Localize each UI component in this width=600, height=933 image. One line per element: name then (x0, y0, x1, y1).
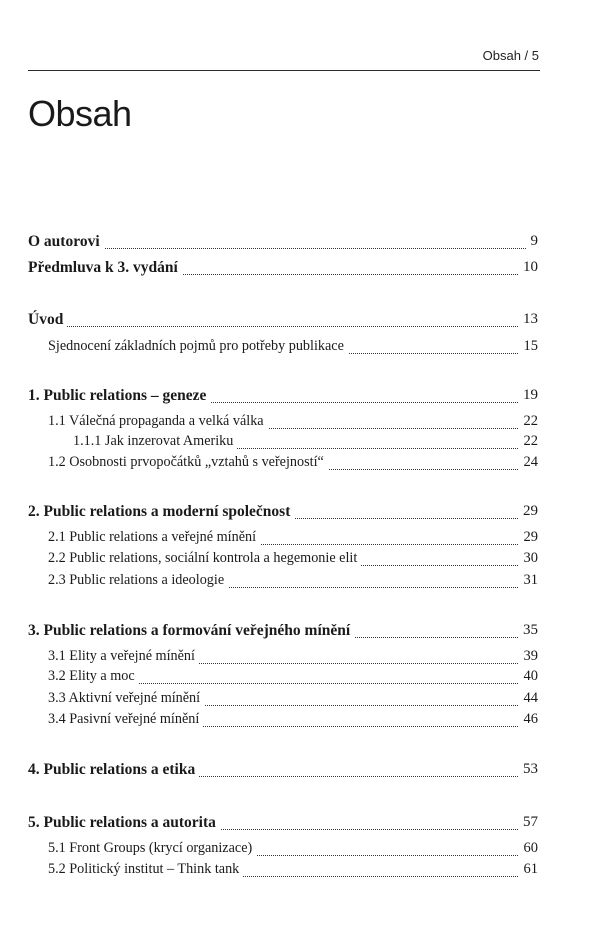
toc-page-number: 31 (519, 572, 539, 589)
toc-chapter-entry (0, 622, 600, 644)
toc-entry-label: 5.2 Politický institut – Think tank (48, 861, 243, 878)
toc-entry-label: 5.1 Front Groups (krycí organizace) (48, 840, 256, 857)
toc-entry-label: Předmluva k 3. vydání (28, 259, 182, 277)
toc-entry-label: 1.1 Válečná propaganda a velká válka (48, 413, 268, 430)
toc-page-number: 22 (519, 413, 539, 430)
toc-entry-label: 2. Public relations a moderní společnost (28, 503, 294, 521)
toc-chapter-entry (0, 761, 600, 783)
toc-section-entry (0, 529, 600, 551)
toc-section-entry (0, 550, 600, 572)
running-head-text: Obsah / 5 (482, 48, 539, 63)
toc-entry-label: 1.2 Osobnosti prvopočátků „vztahů s veřejností“ (48, 454, 328, 471)
toc-entry-label: 2.2 Public relations, sociální kontrola a hegemonie elit (48, 550, 361, 567)
toc-chapter-entry (0, 233, 600, 255)
toc-page-number: 44 (519, 690, 539, 707)
toc-entry-label: O autorovi (28, 233, 104, 251)
toc-page-number: 9 (526, 233, 539, 250)
toc-page-number: 39 (519, 648, 539, 665)
dot-leader (34, 248, 538, 249)
toc-entry-label: 1. Public relations – geneze (28, 387, 210, 405)
toc-section-entry (0, 413, 600, 435)
toc-entry-label: 4. Public relations a etika (28, 761, 199, 779)
toc-entry-label: 3.1 Elity a veřejné mínění (48, 648, 199, 665)
toc-section-entry (0, 668, 600, 690)
toc-page-number: 15 (519, 338, 539, 355)
toc-page-number: 22 (519, 433, 539, 450)
toc-section-entry (0, 338, 600, 360)
toc-page-number: 60 (519, 840, 539, 857)
toc-page-number: 57 (518, 814, 538, 831)
toc-entry-label: 1.1.1 Jak inzerovat Ameriku (73, 433, 237, 450)
toc-entry-label: 3. Public relations a formování veřejného mínění (28, 622, 354, 640)
toc-entry-label: Sjednocení základních pojmů pro potřeby publikace (48, 338, 348, 355)
page-title: Obsah (28, 93, 132, 134)
toc-entry-label: 2.1 Public relations a veřejné mínění (48, 529, 260, 546)
toc-section-entry (0, 690, 600, 712)
toc-section-entry (0, 454, 600, 476)
toc-page-number: 29 (518, 503, 538, 520)
toc-section-entry (0, 840, 600, 862)
toc-chapter-entry (0, 387, 600, 409)
toc-chapter-entry (0, 503, 600, 525)
toc-chapter-entry (0, 311, 600, 333)
toc-entry-label: 3.3 Aktivní veřejné mínění (48, 690, 204, 707)
toc-section-entry (0, 572, 600, 594)
toc-chapter-entry (0, 259, 600, 281)
toc-page-number: 46 (519, 711, 539, 728)
toc-page-number: 13 (518, 311, 538, 328)
toc-entry-label: 2.3 Public relations a ideologie (48, 572, 228, 589)
toc-section-entry (0, 433, 600, 455)
toc-entry-label: Úvod (28, 311, 67, 329)
toc-page-number: 19 (518, 387, 538, 404)
toc-page-number: 35 (518, 622, 538, 639)
toc-page-number: 10 (518, 259, 538, 276)
toc-page-number: 29 (519, 529, 539, 546)
toc-entry-label: 5. Public relations a autorita (28, 814, 220, 832)
running-header (28, 48, 540, 71)
dot-leader (34, 326, 538, 327)
toc-entry-label: 3.2 Elity a moc (48, 668, 139, 685)
toc-chapter-entry (0, 814, 600, 836)
toc-page-number: 53 (518, 761, 538, 778)
toc-page-number: 30 (519, 550, 539, 567)
toc-page-number: 24 (519, 454, 539, 471)
toc-section-entry (0, 648, 600, 670)
toc-page-number: 40 (519, 668, 539, 685)
toc-entry-label: 3.4 Pasivní veřejné mínění (48, 711, 203, 728)
toc-page-number: 61 (519, 861, 539, 878)
toc-section-entry (0, 711, 600, 733)
toc-section-entry (0, 861, 600, 883)
